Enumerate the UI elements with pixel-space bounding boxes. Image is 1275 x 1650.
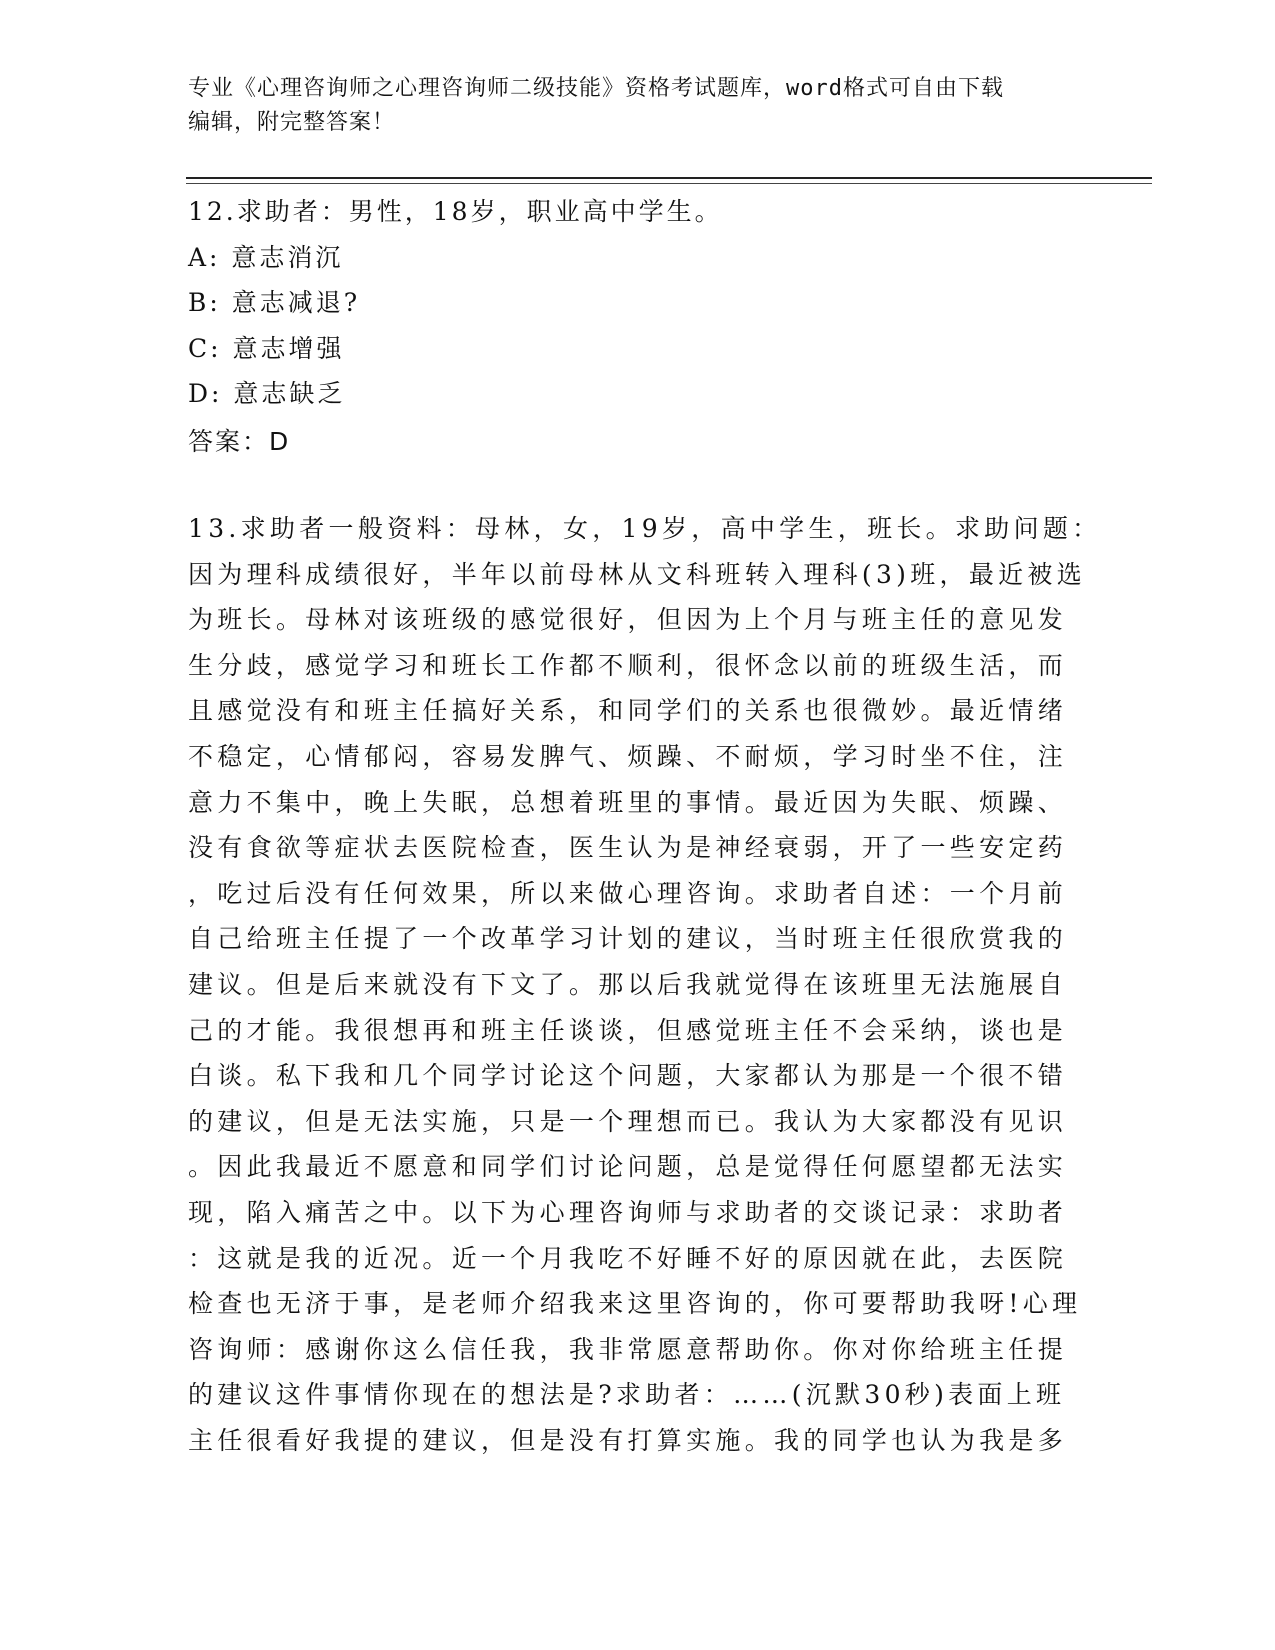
paragraph-line: 生分歧，感觉学习和班长工作都不顺利，很怀念以前的班级生活，而 <box>188 650 1068 680</box>
paragraph-line: 己的才能。我很想再和班主任谈谈，但感觉班主任不会采纳，谈也是 <box>188 1015 1068 1045</box>
paragraph-line: 咨询师：感谢你这么信任我，我非常愿意帮助你。你对你给班主任提 <box>188 1334 1068 1364</box>
paragraph-line: 。因此我最近不愿意和同学们讨论问题，总是觉得任何愿望都无法实 <box>188 1152 1068 1182</box>
paragraph-line: 不稳定，心情郁闷，容易发脾气、烦躁、不耐烦，学习时坐不住，注 <box>188 741 1068 771</box>
document-header <box>188 72 1068 140</box>
paragraph-line: 现，陷入痛苦之中。以下为心理咨询师与求助者的交谈记录：求助者 <box>188 1197 1068 1227</box>
paragraph-line: ：这就是我的近况。近一个月我吃不好睡不好的原因就在此，去医院 <box>188 1243 1068 1273</box>
option-b: B: 意志减退? <box>188 288 361 317</box>
paragraph-line: 检查也无济于事，是老师介绍我来这里咨询的，你可要帮助我呀!心理 <box>188 1289 1082 1319</box>
question-12 <box>188 189 1088 464</box>
paragraph-line: 因为理科成绩很好，半年以前母林从文科班转入理科(3)班，最近被选 <box>188 559 1087 589</box>
option-a: A: 意志消沉 <box>188 242 344 272</box>
paragraph-line: ，吃过后没有任何效果，所以来做心理咨询。求助者自述：一个月前 <box>188 878 1068 908</box>
paragraph-line: 没有食欲等症状去医院检查，医生认为是神经衰弱，开了一些安定药 <box>188 833 1068 863</box>
answer-line: 答案：D <box>188 426 291 456</box>
paragraph-line: 自己给班主任提了一个改革学习计划的建议，当时班主任很欣赏我的 <box>188 924 1068 954</box>
header-divider-thick <box>186 177 1152 179</box>
paragraph-line: 主任很看好我提的建议，但是没有打算实施。我的同学也认为我是多 <box>188 1425 1068 1455</box>
header-divider-thin <box>186 183 1152 184</box>
paragraph-line: 且感觉没有和班主任搞好关系，和同学们的关系也很微妙。最近情绪 <box>188 696 1068 726</box>
paragraph-line: 为班长。母林对该班级的感觉很好，但因为上个月与班主任的意见发 <box>188 605 1068 635</box>
paragraph-line: 白谈。私下我和几个同学讨论这个问题，大家都认为那是一个很不错 <box>188 1061 1068 1091</box>
paragraph-line: 意力不集中，晚上失眠，总想着班里的事情。最近因为失眠、烦躁、 <box>188 787 1068 817</box>
option-c: C: 意志增强 <box>188 333 345 363</box>
question-13 <box>188 506 1102 1463</box>
option-d: D: 意志缺乏 <box>188 379 346 408</box>
header-line-1: 专业《心理咨询师之心理咨询师二级技能》资格考试题库，word格式可自由下载 <box>188 76 1004 101</box>
paragraph-line: 13.求助者一般资料：母林，女，19岁，高中学生，班长。求助问题： <box>188 514 1102 543</box>
header-line-2: 编辑，附完整答案！ <box>188 110 396 135</box>
paragraph-line: 的建议，但是无法实施，只是一个理想而已。我认为大家都没有见识 <box>188 1106 1068 1136</box>
paragraph-line: 建议。但是后来就没有下文了。那以后我就觉得在该班里无法施展自 <box>188 969 1068 999</box>
paragraph-line: 的建议这件事情你现在的想法是?求助者：……(沉默30秒)表面上班 <box>188 1380 1066 1410</box>
question-stem: 12.求助者：男性，18岁，职业高中学生。 <box>188 197 723 226</box>
